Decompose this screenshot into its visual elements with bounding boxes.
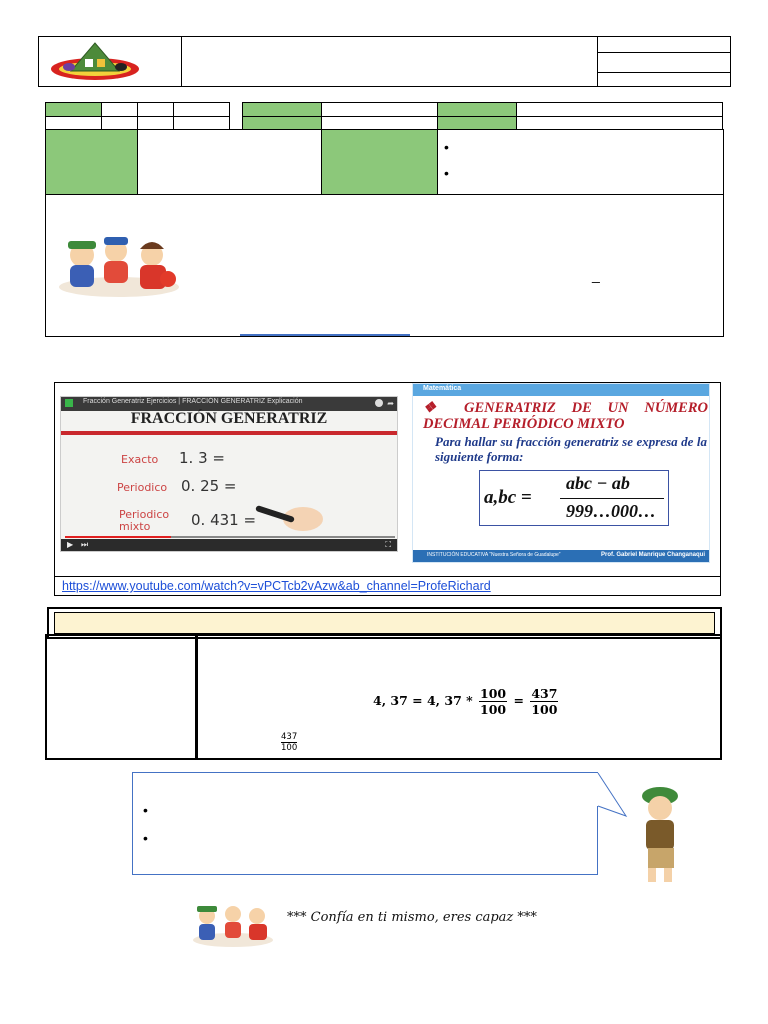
small-fraction [281,732,297,753]
resource-divider [54,576,721,577]
motto-text: *** Confía en ti mismo, eres capaz *** [287,910,537,925]
video-progress-bar[interactable] [65,536,395,538]
fraction1-num: 100 [480,686,507,701]
capacity-list-cell [437,129,724,195]
play-icon[interactable]: ▶ [67,540,74,549]
video-progress-fill [65,536,171,538]
speech-bubble-tail [596,772,628,822]
info-cell-green-2 [242,102,322,117]
row-value-exacto: 1. 3 = [179,449,225,467]
fraction2-num: 437 [531,686,558,701]
slide-footer [413,550,709,562]
info-cell [173,102,230,117]
info-cell [516,116,723,130]
board-title: FRACCIÓN GENERATRIZ [130,410,328,427]
formula-lhs: a,bc = [484,487,532,508]
formula-bar [560,498,664,499]
info-cell [321,116,438,130]
video-controls [61,539,397,551]
info-cell [101,102,138,117]
kids-small-icon [191,898,275,948]
share-icon[interactable]: ➦ [387,399,394,408]
table-divider [195,636,198,758]
capacity-cell-green [321,129,438,195]
small-fraction-den: 100 [281,743,298,753]
dash-mark: _ [592,267,600,283]
header-table [38,36,731,87]
competence-cell [137,129,322,195]
equation-lhs: 4, 37 = 4, 37 * [373,693,473,708]
youtube-link[interactable]: https://www.youtube.com/watch?v=vPCTcb2vAzw&ab_channel=ProfeRichard [62,579,491,593]
row-value-mixto: 0. 431 = [191,511,257,529]
slide-header [413,384,709,396]
underline-link-mark [240,334,410,336]
fraction2-den: 100 [531,702,558,717]
bullet: • [143,830,148,846]
info-cell-green-4 [242,116,322,130]
bullet: • [143,802,148,818]
slide-header-text: Matemática [423,385,462,392]
row-value-periodico: 0. 25 = [181,477,237,495]
example-table [45,634,722,760]
slide-text: Para hallar su fracción generatriz se expresa de la siguiente forma: [435,434,707,464]
formula-denominator: 999…000… [566,501,656,521]
intro-box [45,194,724,337]
generatrix-formula [479,470,669,526]
small-fraction-num: 437 [281,732,298,742]
video-title-bar [61,397,397,411]
slide-footer-teacher: Prof. Gabriel Manrique Changanaqui [600,552,705,558]
video-player[interactable] [60,396,398,552]
checkbox-icon [65,399,73,407]
row-label-periodico: Periodico [117,481,168,494]
row-label-mixto: Periodico mixto [119,508,170,533]
info-cell [516,102,723,117]
writing-hand-icon [253,501,323,533]
info-cell-green-1 [45,102,102,117]
slide-title: ❖ GENERATRIZ DE UN NÚMERO DECIMAL PERIÓDICO MIXTO [423,400,708,432]
competence-cell-green [45,129,138,195]
board-red-stripe [61,431,397,435]
fullscreen-icon[interactable]: ⛶ [385,540,391,549]
bullet: • [444,139,449,155]
equals-sign: = [513,693,524,708]
info-cell-green-3 [437,102,517,117]
info-cell-green-5 [437,116,517,130]
info-cell [173,116,230,130]
school-logo-icon [49,41,141,83]
slide-footer-school: INSTITUCIÓN EDUCATIVA “Nuestra Señora de Guadalupe” [427,552,561,558]
info-cell [137,102,174,117]
fraction1-den: 100 [480,702,507,717]
kids-cartoon-icon [56,229,182,299]
bullet: • [444,165,449,181]
info-cell [101,116,138,130]
next-icon[interactable]: ⏭ [81,540,89,549]
clock-icon[interactable] [375,399,383,407]
video-tab-title: Fracción Generatriz Ejercicios | FRACCIÓN GENERATRIZ Explicación [83,398,303,405]
speech-bubble [132,772,598,875]
formula-numerator: abc − ab [566,473,630,493]
math-slide [412,383,710,563]
example-equation [373,686,560,717]
chavo-cartoon-icon [630,786,688,886]
info-cell [45,116,102,130]
row-label-exacto: Exacto [121,453,159,466]
info-cell [321,102,438,117]
info-cell [137,116,174,130]
